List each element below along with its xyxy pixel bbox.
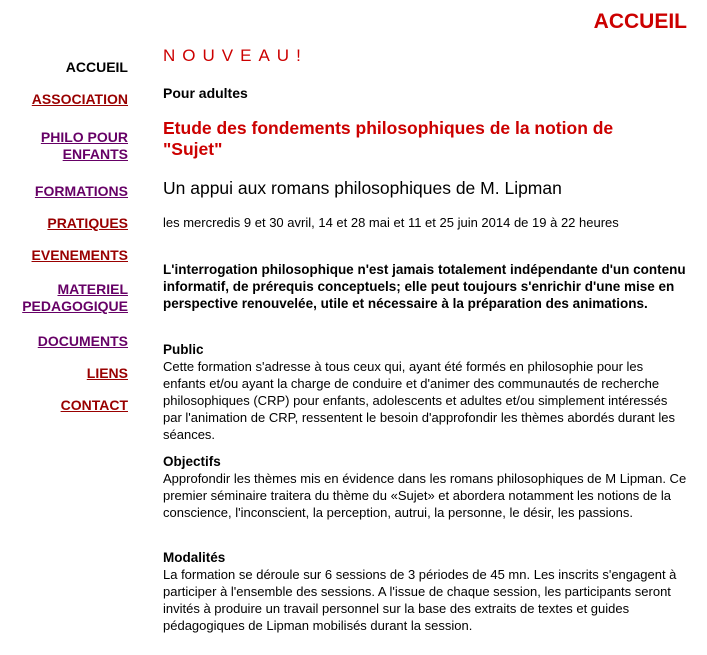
sidebar-item-documents[interactable]: DOCUMENTS [37, 333, 128, 349]
sidebar-item-association[interactable]: ASSOCIATION [31, 91, 128, 107]
section-public [163, 342, 688, 443]
sidebar-item-formations[interactable]: FORMATIONS [34, 183, 128, 199]
sidebar-item-liens[interactable]: LIENS [86, 365, 128, 381]
nouveau-banner: NOUVEAU! [163, 46, 308, 65]
sidebar-item-pratiques[interactable]: PRATIQUES [47, 215, 128, 231]
course-title: Etude des fondements philosophiques de la notion de "Sujet" [163, 118, 614, 159]
sidebar-item-materiel-pedagogique[interactable]: MATERIEL PEDAGOGIQUE [22, 281, 128, 314]
section-objectifs [163, 454, 688, 521]
section-heading: Public [163, 342, 204, 357]
sidebar-item-contact[interactable]: CONTACT [60, 397, 128, 413]
page-title: ACCUEIL [593, 10, 687, 33]
section-heading: Objectifs [163, 454, 221, 469]
sidebar-item-philo-pour-enfants[interactable]: PHILO POUR ENFANTS [40, 129, 128, 162]
sidebar-item-evenements[interactable]: EVENEMENTS [31, 247, 128, 263]
intro-text: L'interrogation philosophique n'est jamais totalement indépendante d'un contenu informatif, de prérequis conceptuels; elle peut toujours s'enrichir d'une mise en perspective renouvelée, utile et nécessaire à la préparation des animations. [163, 262, 686, 311]
section-text: La formation se déroule sur 6 sessions de 3 périodes de 45 mn. Les inscrits s'engagent à participer à l'ensemble des sessions. A l'issue de chaque session, les participants seront invités à produire un travail personnel sur la base des extraits de textes et guides pédagogiques de Lipman mobilisés durant la session. [163, 567, 677, 633]
course-subtitle: Un appui aux romans philosophiques de M. Lipman [163, 178, 562, 198]
audience-label: Pour adultes [163, 85, 248, 101]
sidebar-item-accueil[interactable]: ACCUEIL [65, 59, 128, 75]
section-text: Cette formation s'adresse à tous ceux qui, ayant été formés en philosophie pour les enfants et/ou ayant la charge de conduire et d'animer des communautés de recherche philosophiques (CRP) pour enfants, adolescents et adultes et/ou simplement intéressés par l'animation de CRP, ressentent le besoin d'approfondir les thèmes abordés durant les séances. [163, 359, 676, 442]
course-dates: les mercredis 9 et 30 avril, 14 et 28 mai et 11 et 25 juin 2014 de 19 à 22 heures [163, 215, 619, 230]
section-text: Approfondir les thèmes mis en évidence dans les romans philosophiques de M Lipman. Ce premier séminaire traitera du thème du «Sujet» et abordera notamment les notions de la conscience, l'inconscient, la perception, autrui, la personne, le désir, les passions. [163, 471, 687, 520]
section-modalites [163, 550, 688, 634]
section-heading: Modalités [163, 550, 226, 565]
